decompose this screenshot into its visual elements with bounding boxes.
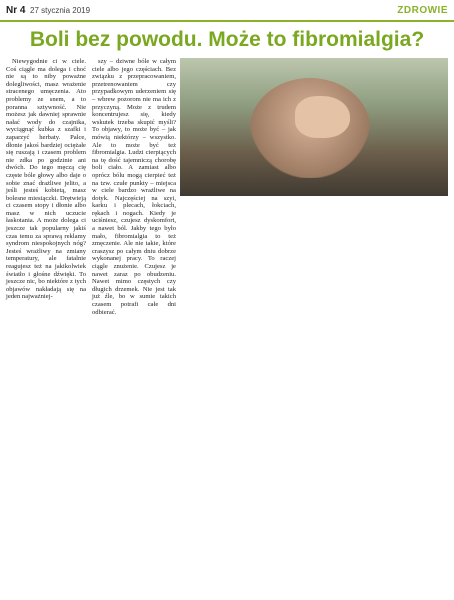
photo-hand (295, 96, 350, 138)
column-1 (6, 58, 86, 301)
article-title: Boli bez powodu. Może to fibromialgia? (29, 28, 425, 51)
article-photo (180, 58, 448, 196)
section-label: ZDROWIE (397, 5, 448, 16)
issue-date: 27 stycznia 2019 (30, 6, 91, 15)
column-1-text: Niewygodnie ci w ciele. Coś ciągle ma dolega i choć nie są to niby poważne dolegliwości, masz wrażenie stracenego umęczenia. Ato problemy ze snem, a to poranna sztywność. Nie możesz jak dawniej sprawnie nałać wody do czajnika, wyciągnąć kubka z szafki i zaparzyć herbaty. Palce, dłonie jakoś bardziej ociężałe się ruszają i czasem problem nie zdka po godzinie ani dwóch. Do tego męczą cię częste bóle głowy albo daje o sobie znać drażliwe jelito, a jeśli jesteś kobietą, masz bolesne miesiączki. Drętwieją ci czasem stopy i dłonie albo masz w nich uczucie łaskotania. A może dolega ci jeszcze tak popularny jakiś czas temu za sprawą reklamy syndrom niespokojnych nóg? Jesteś wrażliwy na zmiany temperatury, ale fatalnie reagujesz też na jakikolwiek światło i głośne dźwięki. To jeszcze nic, bo niektóre z tych objawów nakładają się na jeden najważniej- (6, 58, 86, 301)
header-rule (0, 20, 454, 22)
issue-number: Nr 4 (6, 5, 26, 16)
column-2-text: szy – dziwne bóle w całym ciele albo jego częściach. Bez związku z przepracowaniem, przetrenowaniem czy przypadkowym uderzeniem się – wbrew pozorom nie ma ich z przyczyną. Może z trudem koncentrujesz się, kiedy wskutek trzeba skupić myśli? To objawy, to może być – jak mówią niektórzy – wszystko. Ale to może być też fibromialgia. Ludzi cierpiących na tę dość tajemniczą chorobę boli ciało. A zamiast albo oprócz bólu mogą cierpieć też na tzw. czułe punkty – miejsca w ciele bardzo wrażliwe na dotyk. Najczęściej na szyi, karku i plecach, łokciach, rękach i nogach. Kiedy je uciśniesz, czujesz dyskomfort, a nawet ból. Jakby tego było mało, fibromialgia to też zmęczenie. Ale nie takie, które craszysz po całym dniu dobrze wykonanej pracy. To raczej ciągle znużenie. Czujesz je nawet zaraz po obudzeniu. Nawet mimo częstych czy długich drzemek. Nie jest tak już źle, bo w sumie takich czasem potrafi całe dni odbierać. (92, 58, 176, 316)
column-2 (92, 58, 176, 316)
page-header (0, 0, 454, 22)
